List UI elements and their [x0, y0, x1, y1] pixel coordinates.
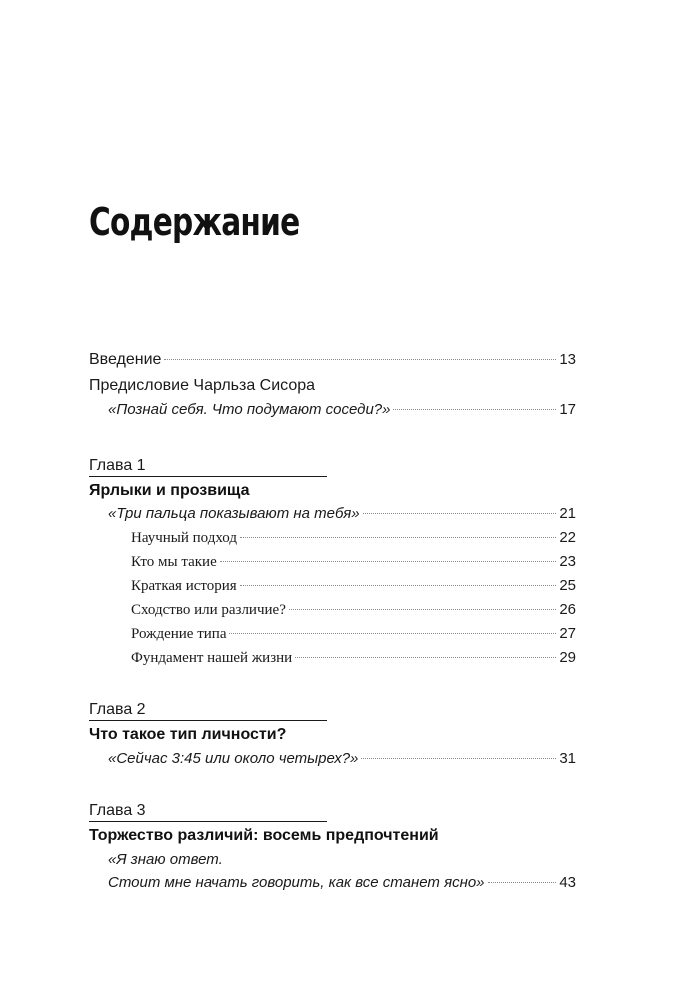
toc-page-number: 26	[559, 601, 576, 618]
toc-entry-intro[interactable]	[89, 351, 576, 369]
dot-leader	[240, 537, 556, 538]
toc-page-number: 43	[559, 874, 576, 891]
dot-leader	[393, 409, 556, 410]
chapter-label: Глава 3	[89, 801, 327, 822]
toc-entry-label: «Познай себя. Что подумают соседи?»	[108, 401, 391, 418]
toc-page-number: 29	[559, 649, 576, 666]
toc-page-number: 25	[559, 577, 576, 594]
chapter-title: Ярлыки и прозвища	[89, 482, 250, 499]
toc-entry-label: Стоит мне начать говорить, как все станет ясно»	[108, 874, 485, 891]
toc-page-number: 27	[559, 625, 576, 642]
dot-leader	[363, 513, 557, 514]
dot-leader	[295, 657, 556, 658]
dot-leader	[220, 561, 557, 562]
toc-page-number: 22	[559, 529, 576, 546]
toc-page-number: 13	[559, 351, 576, 368]
toc-entry-section[interactable]	[131, 601, 576, 619]
toc-entry-epigraph[interactable]	[108, 874, 576, 891]
toc-entry-foreword[interactable]	[108, 401, 576, 418]
toc-page-number: 31	[559, 750, 576, 767]
toc-entry-label: Фундамент нашей жизни	[131, 650, 293, 666]
dot-leader	[164, 359, 556, 360]
toc-entry-label: Сходство или различие?	[131, 602, 286, 618]
toc-entry-label: «Сейчас 3:45 или около четырех?»	[108, 750, 359, 767]
toc-entry-epigraph[interactable]	[108, 505, 576, 522]
toc-entry-section[interactable]	[131, 577, 576, 595]
dot-leader	[361, 758, 556, 759]
chapter-title: Торжество различий: восемь предпочтений	[89, 827, 439, 844]
toc-entry-label: Кто мы такие	[131, 554, 217, 570]
toc-page-number: 17	[559, 401, 576, 418]
dot-leader	[229, 633, 556, 634]
toc-entry-section[interactable]	[131, 529, 576, 547]
toc-entry-label: «Три пальца показывают на тебя»	[108, 505, 360, 522]
toc-page-number: 23	[559, 553, 576, 570]
toc-entry-section[interactable]	[131, 625, 576, 643]
dot-leader	[488, 882, 557, 883]
toc-entry-label: Введение	[89, 351, 162, 368]
toc-entry-label: Краткая история	[131, 578, 237, 594]
toc-entry-epigraph[interactable]	[108, 750, 576, 767]
toc-entry-section[interactable]	[131, 649, 576, 667]
chapter-label: Глава 2	[89, 700, 327, 721]
toc-epigraph-line: «Я знаю ответ.	[108, 851, 223, 868]
chapter-label: Глава 1	[89, 456, 327, 477]
toc-entry-section[interactable]	[131, 553, 576, 571]
toc-page-number: 21	[559, 505, 576, 522]
toc-entry-label: Рождение типа	[131, 626, 227, 642]
chapter-title: Что такое тип личности?	[89, 726, 287, 743]
page-title: Содержание	[89, 200, 300, 244]
toc-foreword-label: Предисловие Чарльза Сисора	[89, 377, 316, 394]
dot-leader	[240, 585, 557, 586]
toc-entry-label: Научный подход	[131, 530, 238, 546]
dot-leader	[289, 609, 556, 610]
